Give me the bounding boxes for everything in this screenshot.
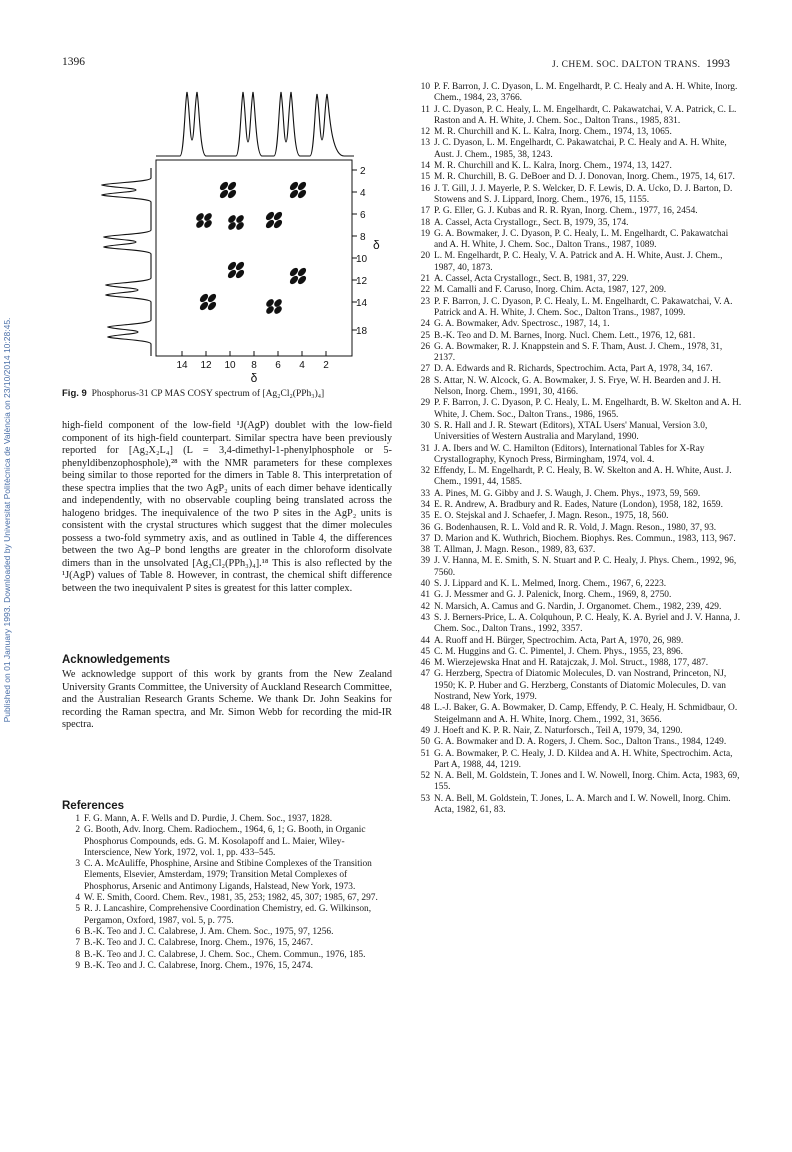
reference-text: N. Marsich, A. Camus and G. Nardin, J. Organomet. Chem., 1982, 239, 429.	[434, 601, 722, 612]
cross-peak	[265, 298, 284, 316]
reference-text: L.-J. Baker, G. A. Bowmaker, D. Camp, Effendy, P. C. Healy, H. Schmidbaur, O. Steigelmann and A. H. White, Inorg. Chem., 1992, 31, 3656.	[434, 703, 738, 725]
reference-number: 14	[420, 161, 430, 172]
page-number: 1396	[62, 56, 85, 68]
reference-number: 15	[420, 172, 430, 183]
reference-item	[412, 331, 742, 342]
reference-item	[62, 927, 392, 938]
reference-text: R. J. Lancashire, Comprehensive Coordination Chemistry, ed. G. Wilkinson, Pergamon, Oxford, 1987, vol. 5, p. 775.	[84, 904, 372, 926]
x-axis-label: δ	[250, 371, 258, 385]
reference-number: 13	[420, 138, 430, 149]
cross-peak	[218, 180, 237, 199]
reference-number: 50	[420, 737, 430, 748]
reference-number: 16	[420, 183, 430, 194]
reference-number: 43	[420, 612, 430, 623]
y-tick-label: 6	[360, 210, 366, 221]
reference-item	[412, 703, 742, 726]
reference-text: S. J. Berners-Price, L. A. Colquhoun, P. C. Healy, K. A. Byriel and J. V. Hanna, J. Chem. Soc., Dalton Trans., 1992, 3357.	[434, 612, 741, 635]
reference-number: 21	[420, 274, 430, 285]
reference-item	[62, 893, 392, 904]
reference-number: 23	[420, 296, 430, 307]
reference-text: G. A. Bowmaker, Adv. Spectrosc., 1987, 14, 1.	[434, 319, 610, 330]
reference-number: 33	[420, 488, 430, 499]
x-tick-label: 14	[176, 360, 188, 371]
cross-peak	[288, 180, 307, 199]
reference-item	[412, 274, 742, 285]
reference-text: J. C. Dyason, L. M. Engelhardt, C. Pakawatchai, P. C. Healy and A. H. White, Aust. J. Chem., 1985, 38, 1243.	[434, 138, 727, 160]
reference-text: B.-K. Teo and D. M. Barnes, Inorg. Nucl. Chem. Lett., 1976, 12, 681.	[434, 330, 696, 341]
reference-number: 45	[420, 646, 430, 657]
x-tick-label: 6	[275, 360, 281, 371]
y-tick-label: 12	[356, 276, 368, 287]
reference-item	[412, 161, 742, 172]
x-tick-label: 10	[224, 360, 236, 371]
reference-item	[412, 398, 742, 421]
reference-item	[62, 825, 392, 859]
reference-text: M. R. Churchill and K. L. Kalra, Inorg. Chem., 1974, 13, 1065.	[434, 127, 672, 138]
reference-number: 37	[420, 533, 430, 544]
reference-item	[62, 904, 392, 927]
reference-number: 5	[75, 904, 80, 915]
cosy-spectrum-svg	[96, 80, 396, 390]
reference-text: M. R. Churchill, B. G. DeBoer and D. J. Donovan, Inorg. Chem., 1975, 14, 617.	[434, 172, 735, 183]
reference-text: B.-K. Teo and J. C. Calabrese, J. Chem. Soc., Chem. Commun., 1976, 185.	[84, 949, 366, 960]
reference-number: 36	[420, 522, 430, 533]
left-projection-trace	[102, 168, 151, 356]
reference-number: 9	[75, 960, 80, 971]
reference-text: G. Booth, Adv. Inorg. Chem. Radiochem., 1964, 6, 1; G. Booth, in Organic Phosphorus Compounds, eds. G. M. Kosolapoff and L. Maier, Wiley-Interscience, New York, 1972, vol. 1, pp. 433–545.	[84, 825, 366, 858]
reference-item	[412, 647, 742, 658]
reference-number: 19	[420, 228, 430, 239]
y-ticks	[352, 166, 368, 337]
reference-item	[412, 794, 742, 817]
reference-number: 32	[420, 466, 430, 477]
reference-number: 34	[420, 499, 430, 510]
reference-text: S. R. Hall and J. R. Stewart (Editors), XTAL Users' Manual, Version 3.0, Universities of Western Australia and Maryland, 1990.	[434, 420, 708, 443]
reference-text: P. F. Barron, J. C. Dyason, L. M. Engelhardt, P. C. Healy and A. H. White, Inorg. Chem., 1984, 23, 3766.	[434, 82, 738, 104]
reference-text: L. M. Engelhardt, P. C. Healy, V. A. Patrick and A. H. White, Aust. J. Chem., 1987, 40, 1873.	[434, 251, 723, 273]
reference-number: 40	[420, 579, 430, 590]
y-axis	[352, 160, 380, 356]
reference-text: J. Hoeft and K. P. R. Nair, Z. Naturforsch., Teil A, 1979, 34, 1290.	[434, 725, 683, 736]
reference-number: 39	[420, 556, 430, 567]
x-tick-label: 2	[323, 360, 329, 371]
reference-text: D. Marion and K. Wuthrich, Biochem. Biophys. Res. Commun., 1983, 113, 967.	[434, 533, 736, 544]
reference-item	[412, 771, 742, 794]
cross-peak	[227, 214, 246, 232]
reference-item	[412, 376, 742, 399]
reference-number: 35	[420, 511, 430, 522]
reference-text: A. Ruoff and H. Bürger, Spectrochim. Acta, Part A, 1970, 26, 989.	[434, 635, 684, 646]
reference-item	[412, 737, 742, 748]
reference-text: G. J. Messmer and G. J. Palenick, Inorg. Chem., 1969, 8, 2750.	[434, 590, 672, 601]
reference-item	[412, 421, 742, 444]
references-list-left	[62, 814, 392, 972]
reference-number: 41	[420, 590, 430, 601]
reference-item	[412, 251, 742, 274]
reference-text: S. Attar, N. W. Alcock, G. A. Bowmaker, J. S. Frye, W. H. Bearden and J. H. Nelson, Inorg. Chem., 1991, 30, 4166.	[434, 375, 721, 398]
cosy-plot-frame	[156, 160, 352, 356]
reference-text: G. Bodenhausen, R. L. Vold and R. R. Vold, J. Magn. Reson., 1980, 37, 93.	[434, 522, 717, 533]
reference-text: P. F. Barron, J. C. Dyason, P. C. Healy, L. M. Engelhardt, B. W. Skelton and A. H. White, J. Chem. Soc., Dalton Trans., 1986, 1965.	[434, 398, 742, 420]
reference-item	[412, 184, 742, 207]
reference-item	[412, 489, 742, 500]
caption-text: Phosphorus-31 CP MAS COSY spectrum of [Ag₂Cl₂(PPh₃)₄]	[91, 389, 325, 399]
reference-item	[412, 229, 742, 252]
x-tick-label: 12	[200, 360, 212, 371]
reference-text: A. Cassel, Acta Crystallogr., Sect. B, 1979, 35, 174.	[434, 217, 629, 228]
reference-text: G. A. Bowmaker, P. C. Healy, J. D. Kildea and A. H. White, Spectrochim. Acta, Part A, 1988, 44, 1219.	[434, 748, 733, 770]
reference-text: F. G. Mann, A. F. Wells and D. Purdie, J. Chem. Soc., 1937, 1828.	[84, 814, 333, 824]
y-tick-label: 8	[360, 232, 366, 243]
reference-number: 11	[420, 104, 430, 115]
download-sidebar	[0, 160, 14, 880]
reference-item	[62, 859, 392, 893]
body-text	[62, 420, 392, 595]
y-tick-label: 10	[356, 254, 368, 265]
reference-item	[412, 523, 742, 534]
reference-text: P. G. Eller, G. J. Kubas and R. R. Ryan, Inorg. Chem., 1977, 16, 2454.	[434, 206, 698, 217]
y-tick-label: 4	[360, 188, 366, 199]
cross-peaks	[195, 180, 308, 315]
reference-number: 42	[420, 601, 430, 612]
reference-number: 20	[420, 251, 430, 262]
reference-number: 12	[420, 127, 430, 138]
reference-item	[62, 814, 392, 825]
x-tick-label: 8	[251, 360, 257, 371]
reference-number: 10	[420, 82, 430, 92]
acknowledgements-heading: Acknowledgements	[62, 654, 170, 666]
reference-text: Effendy, L. M. Engelhardt, P. C. Healy, B. W. Skelton and A. H. White, Aust. J. Chem., 1991, 44, 1585.	[434, 466, 732, 488]
cross-peak	[195, 212, 214, 230]
reference-number: 46	[420, 658, 430, 669]
reference-item	[412, 297, 742, 320]
download-notice: Published on 01 January 1993. Downloaded by Universitat Politècnica de València on 23/10/2014 10:28:45.	[2, 317, 12, 723]
reference-item	[412, 342, 742, 365]
reference-text: G. A. Bowmaker and D. A. Rogers, J. Chem. Soc., Dalton Trans., 1984, 1249.	[434, 737, 727, 748]
reference-number: 49	[420, 725, 430, 736]
reference-item	[412, 82, 742, 105]
figure-caption	[62, 388, 392, 399]
reference-text: J. C. Dyason, P. C. Healy, L. M. Engelhardt, C. Pakawatchai, V. A. Patrick, C. L. Raston and A. H. White, J. Chem. Soc., Dalton Trans., 1985, 831.	[434, 104, 737, 126]
cosy-spectrum-figure	[96, 80, 396, 390]
reference-text: P. F. Barron, J. C. Dyason, P. C. Healy, L. M. Engelhardt, C. Pakawatchai, V. A. Patrick and A. H. White, J. Chem. Soc., Dalton Trans., 1987, 1099.	[434, 296, 733, 318]
reference-item	[412, 127, 742, 138]
top-projection-trace	[156, 92, 354, 156]
reference-text: G. A. Bowmaker, J. C. Dyason, P. C. Healy, L. M. Engelhardt, C. Pakawatchai and A. H. White, J. Chem. Soc., Dalton Trans., 1987, 1089.	[434, 228, 729, 251]
reference-item	[412, 285, 742, 296]
y-tick-label: 2	[360, 166, 366, 177]
reference-item	[412, 218, 742, 229]
reference-text: J. V. Hanna, M. E. Smith, S. N. Stuart and P. C. Healy, J. Phys. Chem., 1992, 96, 7560.	[434, 556, 737, 578]
reference-text: T. Allman, J. Magn. Reson., 1989, 83, 637.	[434, 545, 596, 556]
reference-number: 51	[420, 748, 430, 759]
journal-year: 1993	[706, 56, 730, 70]
reference-text: G. A. Bowmaker, R. J. Knappstein and S. F. Tham, Aust. J. Chem., 1978, 31, 2137.	[434, 341, 723, 364]
reference-text: A. Cassel, Acta Crystallogr., Sect. B, 1981, 37, 229.	[434, 274, 629, 285]
reference-item	[412, 105, 742, 128]
reference-item	[412, 556, 742, 579]
reference-item	[412, 364, 742, 375]
reference-item	[412, 726, 742, 737]
cross-peak	[198, 292, 217, 311]
reference-number: 3	[75, 859, 80, 870]
reference-number: 25	[420, 330, 430, 341]
reference-text: C. M. Huggins and G. C. Pimentel, J. Chem. Phys., 1955, 23, 896.	[434, 646, 683, 657]
reference-text: E. R. Andrew, A. Bradbury and R. Eades, Nature (London), 1958, 182, 1659.	[434, 499, 723, 510]
reference-item	[412, 545, 742, 556]
cross-peak	[226, 260, 245, 279]
reference-item	[412, 590, 742, 601]
references-heading: References	[62, 800, 125, 812]
reference-text: W. E. Smith, Coord. Chem. Rev., 1981, 35, 253; 1982, 45, 307; 1985, 67, 297.	[84, 893, 378, 904]
reference-item	[62, 950, 392, 961]
reference-item	[412, 466, 742, 489]
reference-number: 53	[420, 793, 430, 804]
reference-number: 18	[420, 217, 430, 228]
reference-item	[62, 938, 392, 949]
journal-name: J. CHEM. SOC. DALTON TRANS.	[552, 60, 701, 70]
reference-item	[62, 961, 392, 972]
x-axis	[156, 351, 352, 385]
reference-text: G. Herzberg, Spectra of Diatomic Molecules, D. van Nostrand, Princeton, NJ, 1950; K. P. Huber and G. Herzberg, Constants of Diatomic Molecules, D. van Nostrand, New York, 1979.	[434, 669, 727, 703]
reference-text: J. A. Ibers and W. C. Hamilton (Editors), International Tables for X-Ray Crystallography, Kynoch Press, Birmingham, 1974, vol. 4.	[434, 443, 705, 465]
reference-item	[412, 500, 742, 511]
reference-text: M. Camalli and F. Caruso, Inorg. Chim. Acta, 1987, 127, 209.	[434, 285, 667, 296]
reference-number: 7	[75, 938, 80, 949]
reference-text: B.-K. Teo and J. C. Calabrese, J. Am. Chem. Soc., 1975, 97, 1256.	[84, 926, 334, 937]
reference-number: 1	[75, 814, 80, 824]
acknowledgements-text: We acknowledge support of this work by grants from the New Zealand University Grants Committee, the University of Auckland Research Committee, and the Australian Research Grants Scheme. We thank Dr. John Seakins for recording the Raman spectra, and Mr. Simon Webb for recording the mid-IR spectra.	[62, 669, 393, 730]
reference-item	[412, 138, 742, 161]
figure-label: Fig. 9	[62, 388, 87, 399]
reference-text: C. A. McAuliffe, Phosphine, Arsine and Stibine Complexes of the Transition Elements, Elsevier, Amsterdam, 1979; Transition Metal Complexes of Phosphorus, Arsenic and Antimony Ligands, Halstead, New York, 1973.	[84, 859, 372, 892]
reference-text: J. T. Gill, J. J. Mayerle, P. S. Welcker, D. F. Lewis, D. A. Ucko, D. J. Barton, D. Stowens and S. J. Lippard, Inorg. Chem., 1976, 15, 1155.	[434, 183, 733, 205]
reference-item	[412, 206, 742, 217]
reference-text: M. Wierzejewska Hnat and H. Ratajczak, J. Mol. Struct., 1988, 177, 487.	[434, 658, 709, 669]
reference-text: N. A. Bell, M. Goldstein, T. Jones, L. A. March and I. W. Nowell, Inorg. Chim. Acta, 1982, 61, 83.	[434, 793, 731, 815]
reference-number: 31	[420, 443, 430, 454]
reference-number: 38	[420, 545, 430, 556]
reference-item	[412, 319, 742, 330]
reference-item	[412, 511, 742, 522]
reference-number: 22	[420, 285, 430, 296]
reference-item	[412, 534, 742, 545]
reference-number: 29	[420, 398, 430, 409]
reference-item	[412, 749, 742, 772]
reference-number: 44	[420, 635, 430, 646]
y-tick-label: 18	[356, 326, 368, 337]
journal-header	[552, 56, 730, 71]
x-ticks	[176, 351, 329, 371]
reference-text: S. J. Lippard and K. L. Melmed, Inorg. Chem., 1967, 6, 2223.	[434, 579, 667, 590]
reference-number: 30	[420, 420, 430, 431]
reference-number: 8	[75, 949, 80, 960]
reference-item	[412, 636, 742, 647]
reference-number: 6	[75, 926, 80, 937]
reference-number: 4	[75, 893, 80, 904]
reference-text: N. A. Bell, M. Goldstein, T. Jones and I. W. Nowell, Inorg. Chim. Acta, 1983, 69, 155.	[434, 771, 740, 793]
reference-number: 28	[420, 375, 430, 386]
reference-text: M. R. Churchill and K. L. Kalra, Inorg. Chem., 1974, 13, 1427.	[434, 161, 672, 172]
reference-item	[412, 444, 742, 467]
reference-number: 17	[420, 206, 430, 217]
reference-item	[412, 613, 742, 636]
reference-text: B.-K. Teo and J. C. Calabrese, Inorg. Chem., 1976, 15, 2467.	[84, 938, 313, 949]
cross-peak	[288, 266, 307, 285]
reference-item	[412, 602, 742, 613]
references-list-right	[412, 82, 742, 816]
y-axis-label: δ	[373, 238, 380, 252]
body-paragraph: high-field component of the low-field ¹J(AgP) doublet with the low-field component of its high-field counterpart. Similar spectra have been previously reported for [Ag₂X₂L₄] (L = 3,4-dimethyl-1-phenylphosphole or 5-phenyldibenzophosphole),²⁸ with the NMR parameters for these complexes being similar to those reported for the dimers in Table 8. This interpretation of these spectra implies that the two AgP₂ units of each dimer behave identically and independently, with no observable coupling being translated across the halogeno bridges. The inequivalence of the two P sites in the AgP₂ units is consistent with the crystal structures which suggest that the dimer molecules possess a two-fold symmetry axis, and as outlined in Table 4, the differences between the two Ag–P bond lengths are greater in the chloroform disolvate dimers than in the unsolvated [Ag₂Cl₂(PPh₃)₄].¹⁸ This is also reflected by the ¹J(AgP) values of Table 8. However, in contrast, the chemical shift difference between the two inequivalent P sites is greatest for this latter complex.	[62, 420, 392, 594]
reference-item	[412, 658, 742, 669]
reference-number: 24	[420, 319, 430, 330]
reference-number: 47	[420, 669, 430, 680]
reference-number: 27	[420, 364, 430, 375]
x-tick-label: 4	[299, 360, 305, 371]
reference-item	[412, 172, 742, 183]
cross-peak	[264, 210, 283, 229]
reference-text: A. Pines, M. G. Gibby and J. S. Waugh, J. Chem. Phys., 1973, 59, 569.	[434, 488, 701, 499]
reference-number: 48	[420, 703, 430, 714]
reference-text: E. O. Stejskal and J. Schaefer, J. Magn. Reson., 1975, 18, 560.	[434, 511, 669, 522]
y-tick-label: 14	[356, 298, 368, 309]
reference-text: D. A. Edwards and R. Richards, Spectrochim. Acta, Part A, 1978, 34, 167.	[434, 364, 713, 375]
reference-number: 26	[420, 341, 430, 352]
reference-number: 2	[75, 825, 80, 836]
reference-item	[412, 669, 742, 703]
reference-number: 52	[420, 771, 430, 782]
reference-text: B.-K. Teo and J. C. Calabrese, Inorg. Chem., 1976, 15, 2474.	[84, 960, 313, 971]
reference-item	[412, 579, 742, 590]
